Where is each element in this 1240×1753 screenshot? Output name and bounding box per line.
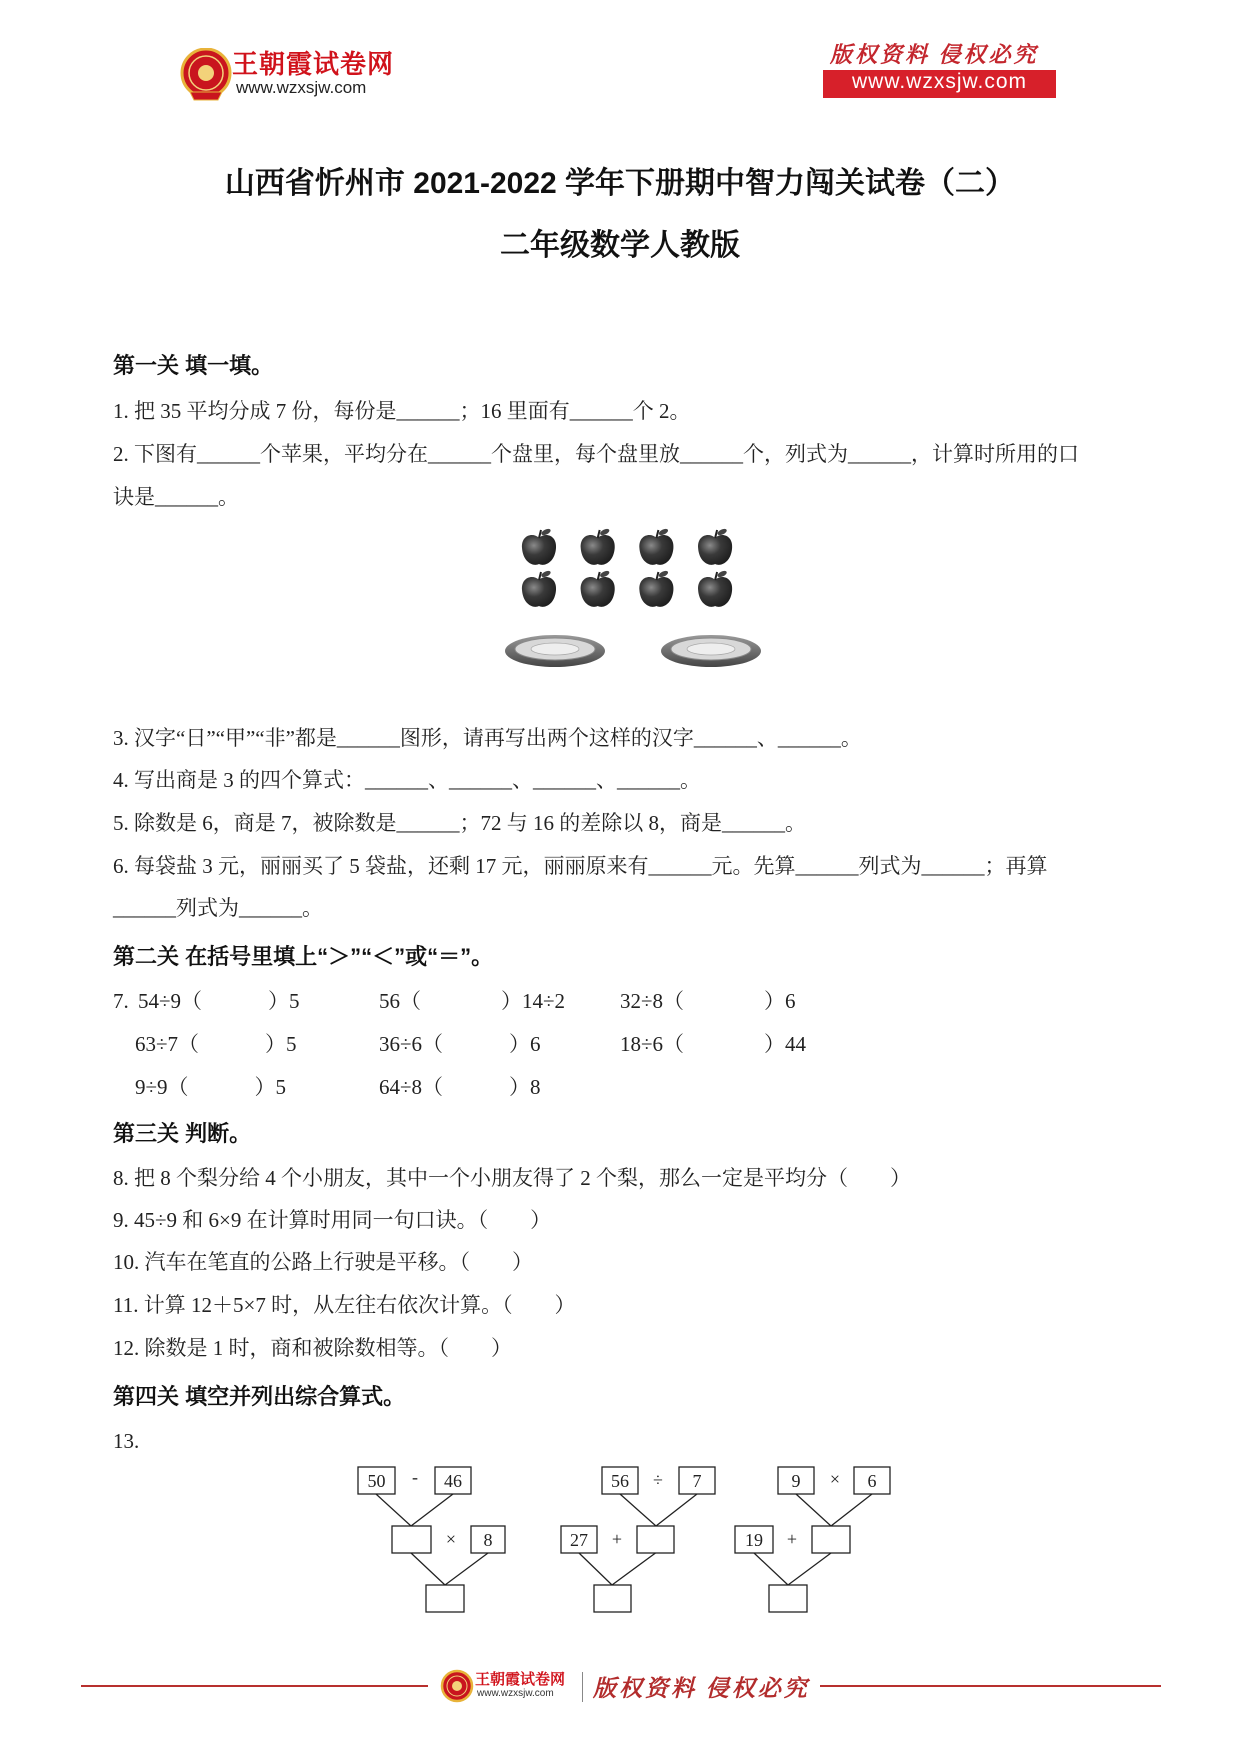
plate-icon: [505, 635, 605, 667]
footer-seal-logo-icon: [440, 1669, 474, 1703]
calculation-diagrams: [0, 1455, 1240, 1625]
question-6-line1: 6. 每袋盐 3 元，丽丽买了 5 袋盐，还剩 17 元，丽丽原来有______元。先算______列式为______；再算: [113, 854, 1048, 878]
footer-rule-right: [820, 1685, 1161, 1687]
diagram-1: [358, 1467, 505, 1612]
apple-icon: [522, 528, 556, 565]
d2-middle-left-value: 27: [570, 1530, 588, 1550]
compare-left: 56: [379, 989, 400, 1013]
paren-close: ）: [268, 989, 290, 1013]
compare-left: 64÷8: [379, 1075, 423, 1099]
question-12: 12. 除数是 1 时，商和被除数相等。（ ）: [113, 1336, 512, 1360]
apple-icon: [698, 570, 732, 607]
compare-left: 18÷6: [620, 1032, 664, 1056]
compare-right: 6: [785, 989, 796, 1013]
question-10: 10. 汽车在笔直的公路上行驶是平移。（ ）: [113, 1250, 533, 1274]
diagram-2: [561, 1467, 715, 1612]
d2-middle-operator: +: [611, 1529, 623, 1549]
plate-icon: [661, 635, 761, 667]
d2-connector: [620, 1494, 656, 1526]
compare-right: 5: [289, 989, 300, 1013]
d2-bottom-box: [594, 1585, 631, 1612]
paren-open: （: [422, 1075, 444, 1099]
question-7-number: 7.: [113, 989, 129, 1013]
paren-open: （: [422, 1032, 444, 1056]
apple-icon: [522, 570, 556, 607]
compare-item: [379, 986, 565, 1016]
section4-heading: 第四关 填空并列出综合算式。: [113, 1384, 406, 1409]
diagram-3: [735, 1467, 890, 1612]
compare-right: 14÷2: [522, 989, 566, 1013]
logo-name: 王朝霞试卷网: [232, 49, 395, 79]
page-title: 山西省忻州市 2021-2022 学年下册期中智力闯关试卷（二）: [224, 167, 1016, 200]
compare-item: [135, 1072, 286, 1102]
copyright-url-bar: www.wzxsjw.com: [823, 70, 1056, 98]
d3-middle-left-value: 19: [745, 1530, 763, 1550]
paren-close: ）: [509, 1075, 531, 1099]
compare-right: 8: [530, 1075, 541, 1099]
d3-top-right-value: 6: [867, 1471, 877, 1491]
compare-left: 63÷7: [135, 1032, 179, 1056]
d2-top-operator: ÷: [653, 1470, 663, 1490]
footer-logo-url: www.wzxsjw.com: [477, 1688, 554, 1699]
compare-item: [138, 986, 300, 1016]
d1-connector: [445, 1553, 488, 1585]
d1-connector: [411, 1553, 445, 1585]
footer-divider: [582, 1672, 583, 1702]
compare-right: 5: [286, 1032, 297, 1056]
paren-close: ）: [265, 1032, 287, 1056]
question-8: 8. 把 8 个梨分给 4 个小朋友，其中一个小朋友得了 2 个梨，那么一定是平均分（ ）: [113, 1166, 911, 1190]
section2-heading: 第二关 在括号里填上“＞”“＜”或“＝”。: [113, 944, 494, 969]
paren-open: （: [167, 1075, 189, 1099]
compare-right: 5: [275, 1075, 287, 1099]
page-subtitle: 二年级数学人教版: [500, 229, 740, 262]
compare-item: [620, 986, 796, 1016]
question-5: 5. 除数是 6，商是 7，被除数是______；72 与 16 的差除以 8，商是______。: [113, 811, 806, 835]
paren-open: （: [663, 989, 685, 1013]
question-6-line2: ______列式为______。: [113, 896, 323, 920]
apple-icon: [639, 528, 673, 565]
compare-right: 44: [785, 1032, 807, 1056]
compare-item: [379, 1072, 541, 1102]
footer-rule-left: [81, 1685, 428, 1687]
apples-and-plates-figure: [470, 520, 770, 680]
d3-top-operator: ×: [829, 1469, 841, 1489]
d3-connector: [754, 1553, 788, 1585]
paren-close: ）: [509, 1032, 531, 1056]
d1-middle-left-box: [392, 1526, 431, 1553]
d1-connector: [411, 1494, 453, 1526]
seal-logo-icon: [180, 48, 232, 104]
d3-middle-right-box: [812, 1526, 850, 1553]
d2-top-right-value: 7: [692, 1471, 702, 1491]
d3-middle-operator: +: [786, 1529, 798, 1549]
question-2-line2: 诀是______。: [113, 485, 239, 509]
question-4: 4. 写出商是 3 的四个算式：______、______、______、______。: [113, 768, 701, 792]
footer-logo-name: 王朝霞试卷网: [475, 1671, 566, 1688]
compare-item: [620, 1029, 806, 1059]
paren-open: （: [663, 1032, 685, 1056]
d2-connector: [612, 1553, 656, 1585]
compare-item: [379, 1029, 541, 1059]
compare-left: 9÷9: [135, 1075, 168, 1099]
paren-open: （: [400, 989, 421, 1013]
section3-heading: 第三关 判断。: [113, 1121, 252, 1146]
d3-top-left-value: 9: [791, 1471, 801, 1491]
compare-left: 36÷6: [379, 1032, 423, 1056]
paren-close: ）: [501, 989, 522, 1013]
question-11: 11. 计算 12＋5×7 时，从左往右依次计算。（ ）: [113, 1293, 576, 1317]
compare-left: 32÷8: [620, 989, 664, 1013]
apple-icon: [581, 570, 615, 607]
d3-connector: [796, 1494, 831, 1526]
d1-middle-operator: ×: [445, 1529, 457, 1549]
question-9: 9. 45÷9 和 6×9 在计算时用同一句口诀。（ ）: [113, 1208, 552, 1232]
apple-icon: [639, 570, 673, 607]
d2-top-left-value: 56: [611, 1471, 629, 1491]
logo-url: www.wzxsjw.com: [236, 78, 367, 97]
apple-icon: [581, 528, 615, 565]
copyright-slogan: 版权资料 侵权必究: [830, 42, 1039, 67]
d1-bottom-box: [426, 1585, 464, 1612]
question-2-line1: 2. 下图有______个苹果，平均分在______个盘里，每个盘里放______个，列式为______，计算时所用的口: [113, 442, 1079, 466]
question-13-number: 13.: [113, 1429, 140, 1453]
d2-connector: [579, 1553, 612, 1585]
paren-open: （: [181, 989, 203, 1013]
d2-connector: [656, 1494, 697, 1526]
d1-connector: [376, 1494, 411, 1526]
compare-left: 54÷9: [138, 989, 182, 1013]
paren-close: ）: [764, 1032, 786, 1056]
d1-top-left-value: 50: [367, 1471, 386, 1491]
d3-connector: [788, 1553, 831, 1585]
d1-top-operator: -: [412, 1467, 418, 1487]
apple-icon: [698, 528, 732, 565]
paren-open: （: [178, 1032, 200, 1056]
paren-close: ）: [764, 989, 786, 1013]
compare-item: [135, 1029, 297, 1059]
question-3: 3. 汉字“日”“甲”“非”都是______图形，请再写出两个这样的汉字______、______。: [113, 726, 862, 750]
d2-middle-right-box: [637, 1526, 674, 1553]
d1-top-right-value: 46: [444, 1471, 462, 1491]
d3-bottom-box: [769, 1585, 807, 1612]
d3-connector: [831, 1494, 872, 1526]
footer-slogan: 版权资料 侵权必究: [593, 1676, 810, 1701]
compare-right: 6: [530, 1032, 541, 1056]
section1-heading: 第一关 填一填。: [113, 353, 274, 378]
question-1: 1. 把 35 平均分成 7 份，每份是______；16 里面有______个 2。: [113, 399, 691, 423]
paren-close: ）: [254, 1075, 276, 1099]
d1-middle-right-value: 8: [483, 1530, 493, 1550]
